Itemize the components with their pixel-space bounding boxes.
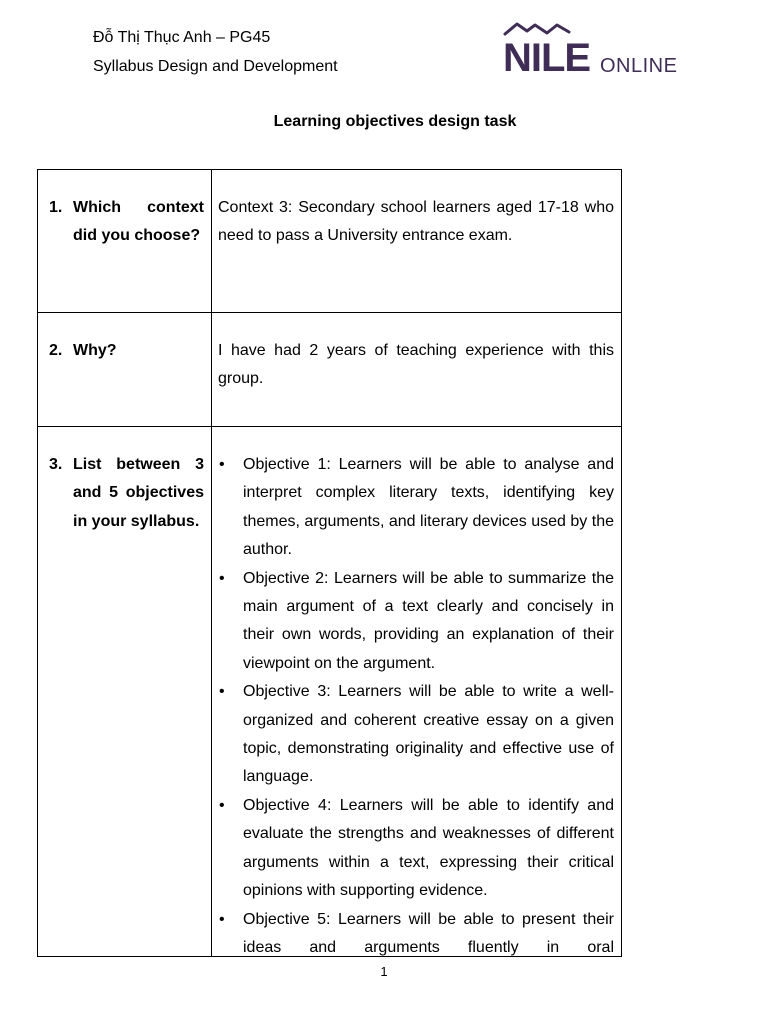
question-cell bbox=[38, 427, 212, 957]
answer-cell bbox=[212, 313, 622, 427]
answer-cell bbox=[212, 170, 622, 313]
question-number: 2. bbox=[49, 342, 63, 359]
objectives-list bbox=[215, 451, 614, 956]
table-row bbox=[38, 170, 622, 313]
list-item: • Objective 5: Learners will be able to present their ideas and arguments fluently in oral bbox=[243, 906, 614, 957]
header-course-line: Syllabus Design and Development bbox=[93, 58, 338, 75]
list-item: • Objective 1: Learners will be able to analyse and interpret complex literary texts, identifying key themes, arguments, and literary devices used by the author. bbox=[243, 451, 614, 565]
task-table bbox=[37, 169, 622, 957]
document-title: Learning objectives design task bbox=[273, 113, 517, 130]
answer-text: I have had 2 years of teaching experience with this group. bbox=[218, 342, 614, 388]
list-item: • Objective 2: Learners will be able to summarize the main argument of a text clearly and concisely in their own words, providing an explanation of their viewpoint on the argument. bbox=[243, 565, 614, 679]
table-row bbox=[38, 313, 622, 427]
table-row bbox=[38, 427, 622, 957]
roof-icon bbox=[503, 21, 573, 37]
nile-online-logo bbox=[503, 21, 683, 81]
question-number: 1. bbox=[49, 199, 63, 216]
logo-main-text: NILE bbox=[503, 36, 591, 80]
list-item: • Objective 3: Learners will be able to write a well-organized and coherent creative essay on a given topic, demonstrating originality and effective use of language. bbox=[243, 678, 614, 792]
question-cell bbox=[38, 170, 212, 313]
question-cell bbox=[38, 313, 212, 427]
logo-sub-text: ONLINE bbox=[600, 55, 678, 77]
list-item: • Objective 4: Learners will be able to identify and evaluate the strengths and weaknesses of different arguments within a text, expressing their critical opinions with supporting evidence. bbox=[243, 792, 614, 906]
page-number: 1 bbox=[380, 964, 388, 979]
answer-cell bbox=[212, 427, 622, 957]
question-text: Why? bbox=[73, 342, 117, 359]
header-author-line: Đỗ Thị Thục Anh – PG45 bbox=[93, 29, 271, 46]
answer-text: Context 3: Secondary school learners aged 17-18 who need to pass a University entrance exam. bbox=[218, 199, 614, 245]
question-text: List between 3 and 5 objectives in your syllabus. bbox=[73, 456, 204, 530]
question-text: Which context did you choose? bbox=[73, 199, 204, 245]
question-number: 3. bbox=[49, 456, 63, 473]
